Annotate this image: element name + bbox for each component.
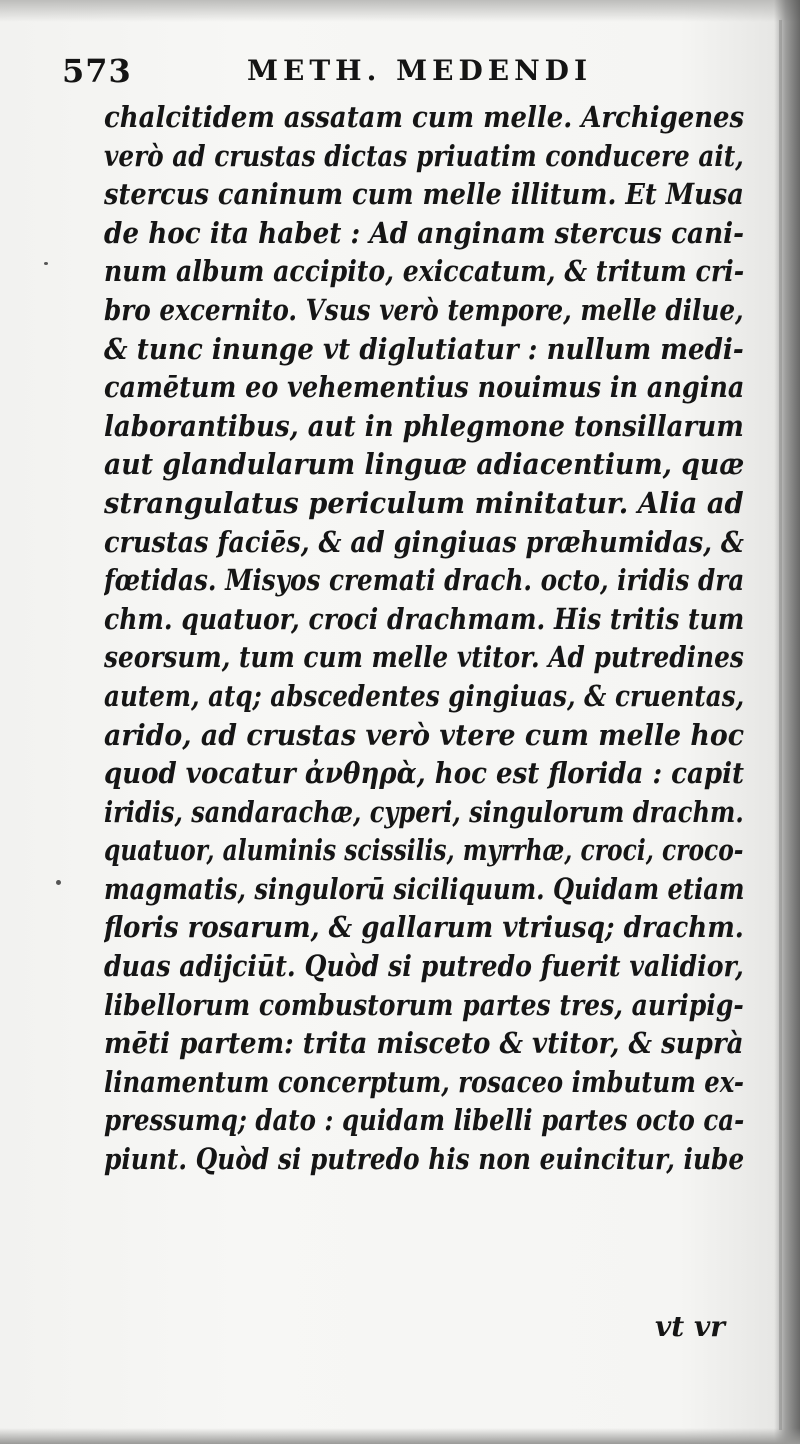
text-line: fœtidas. Misyos cremati drach. octo, iridis dra <box>104 563 744 598</box>
text-line: duas adijciūt. Quòd si putredo fuerit validior, <box>104 949 744 984</box>
page-number: 573 <box>62 52 132 90</box>
text-line: floris rosarum, & gallarum vtriusq; drachm. <box>104 910 744 945</box>
catchword: vt vr <box>655 1310 725 1343</box>
text-line: crustas faciēs, & ad gingiuas præhumidas, & <box>104 524 744 559</box>
text-line: camētum eo vehementius nouimus in angina <box>104 370 745 405</box>
text-line: chm. quatuor, croci drachmam. His tritis tum <box>104 601 745 636</box>
text-line: pressumq; dato : quidam libelli partes octo ca- <box>104 1103 745 1138</box>
running-head <box>62 50 742 90</box>
text-line: aut glandularum linguæ adiacentium, quæ <box>104 447 744 482</box>
text-line: autem, atq; abscedentes gingiuas, & cruentas, <box>104 678 745 713</box>
text-line: num album accipito, exiccatum, & tritum cri- <box>104 254 745 289</box>
text-line: stercus caninum cum melle illitum. Et Musa <box>104 177 744 212</box>
ink-speck <box>44 262 48 265</box>
text-line: libellorum combustorum partes tres, auripig- <box>104 987 744 1022</box>
page-gutter-shadow <box>774 0 800 1444</box>
text-line: de hoc ita habet : Ad anginam stercus cani- <box>104 215 745 250</box>
text-line: & tunc inunge vt diglutiatur : nullum medi- <box>104 331 744 366</box>
bottom-edge-shadow <box>0 1428 800 1444</box>
ink-speck <box>56 880 61 885</box>
text-line: arido, ad crustas verò vtere cum melle hoc <box>104 717 745 752</box>
body-text <box>104 98 744 1179</box>
text-line: magmatis, singulorū siciliquum. Quidam etiam <box>104 871 745 906</box>
text-line: strangulatus periculum minitatur. Alia ad <box>104 485 744 520</box>
text-line: seorsum, tum cum melle vtitor. Ad putredines <box>104 640 744 675</box>
text-line: mēti partem: trita misceto & vtitor, & suprà <box>104 1026 744 1061</box>
text-line: verò ad crustas dictas priuatim conducere ait, <box>104 138 744 173</box>
text-line: bro excernito. Vsus verò tempore, melle dilue, <box>104 292 744 327</box>
text-line: quatuor, aluminis scissilis, myrrhæ, croci, croco- <box>104 833 744 868</box>
text-line: laborantibus, aut in phlegmone tonsillarum <box>104 408 744 443</box>
text-line: piunt. Quòd si putredo his non euincitur, iube <box>104 1142 745 1177</box>
text-line: iridis, sandarachæ, cyperi, singulorum drachm. <box>104 794 744 829</box>
top-edge-shadow <box>0 0 800 22</box>
page-edge-line <box>779 20 782 1430</box>
running-title: METH. MEDENDI <box>247 54 593 87</box>
text-line: chalcitidem assatam cum melle. Archigenes <box>104 100 744 134</box>
text-line: linamentum concerptum, rosaceo imbutum ex- <box>104 1064 744 1099</box>
text-line: quod vocatur ἀνθηρὰ, hoc est florida : capit <box>104 756 744 791</box>
